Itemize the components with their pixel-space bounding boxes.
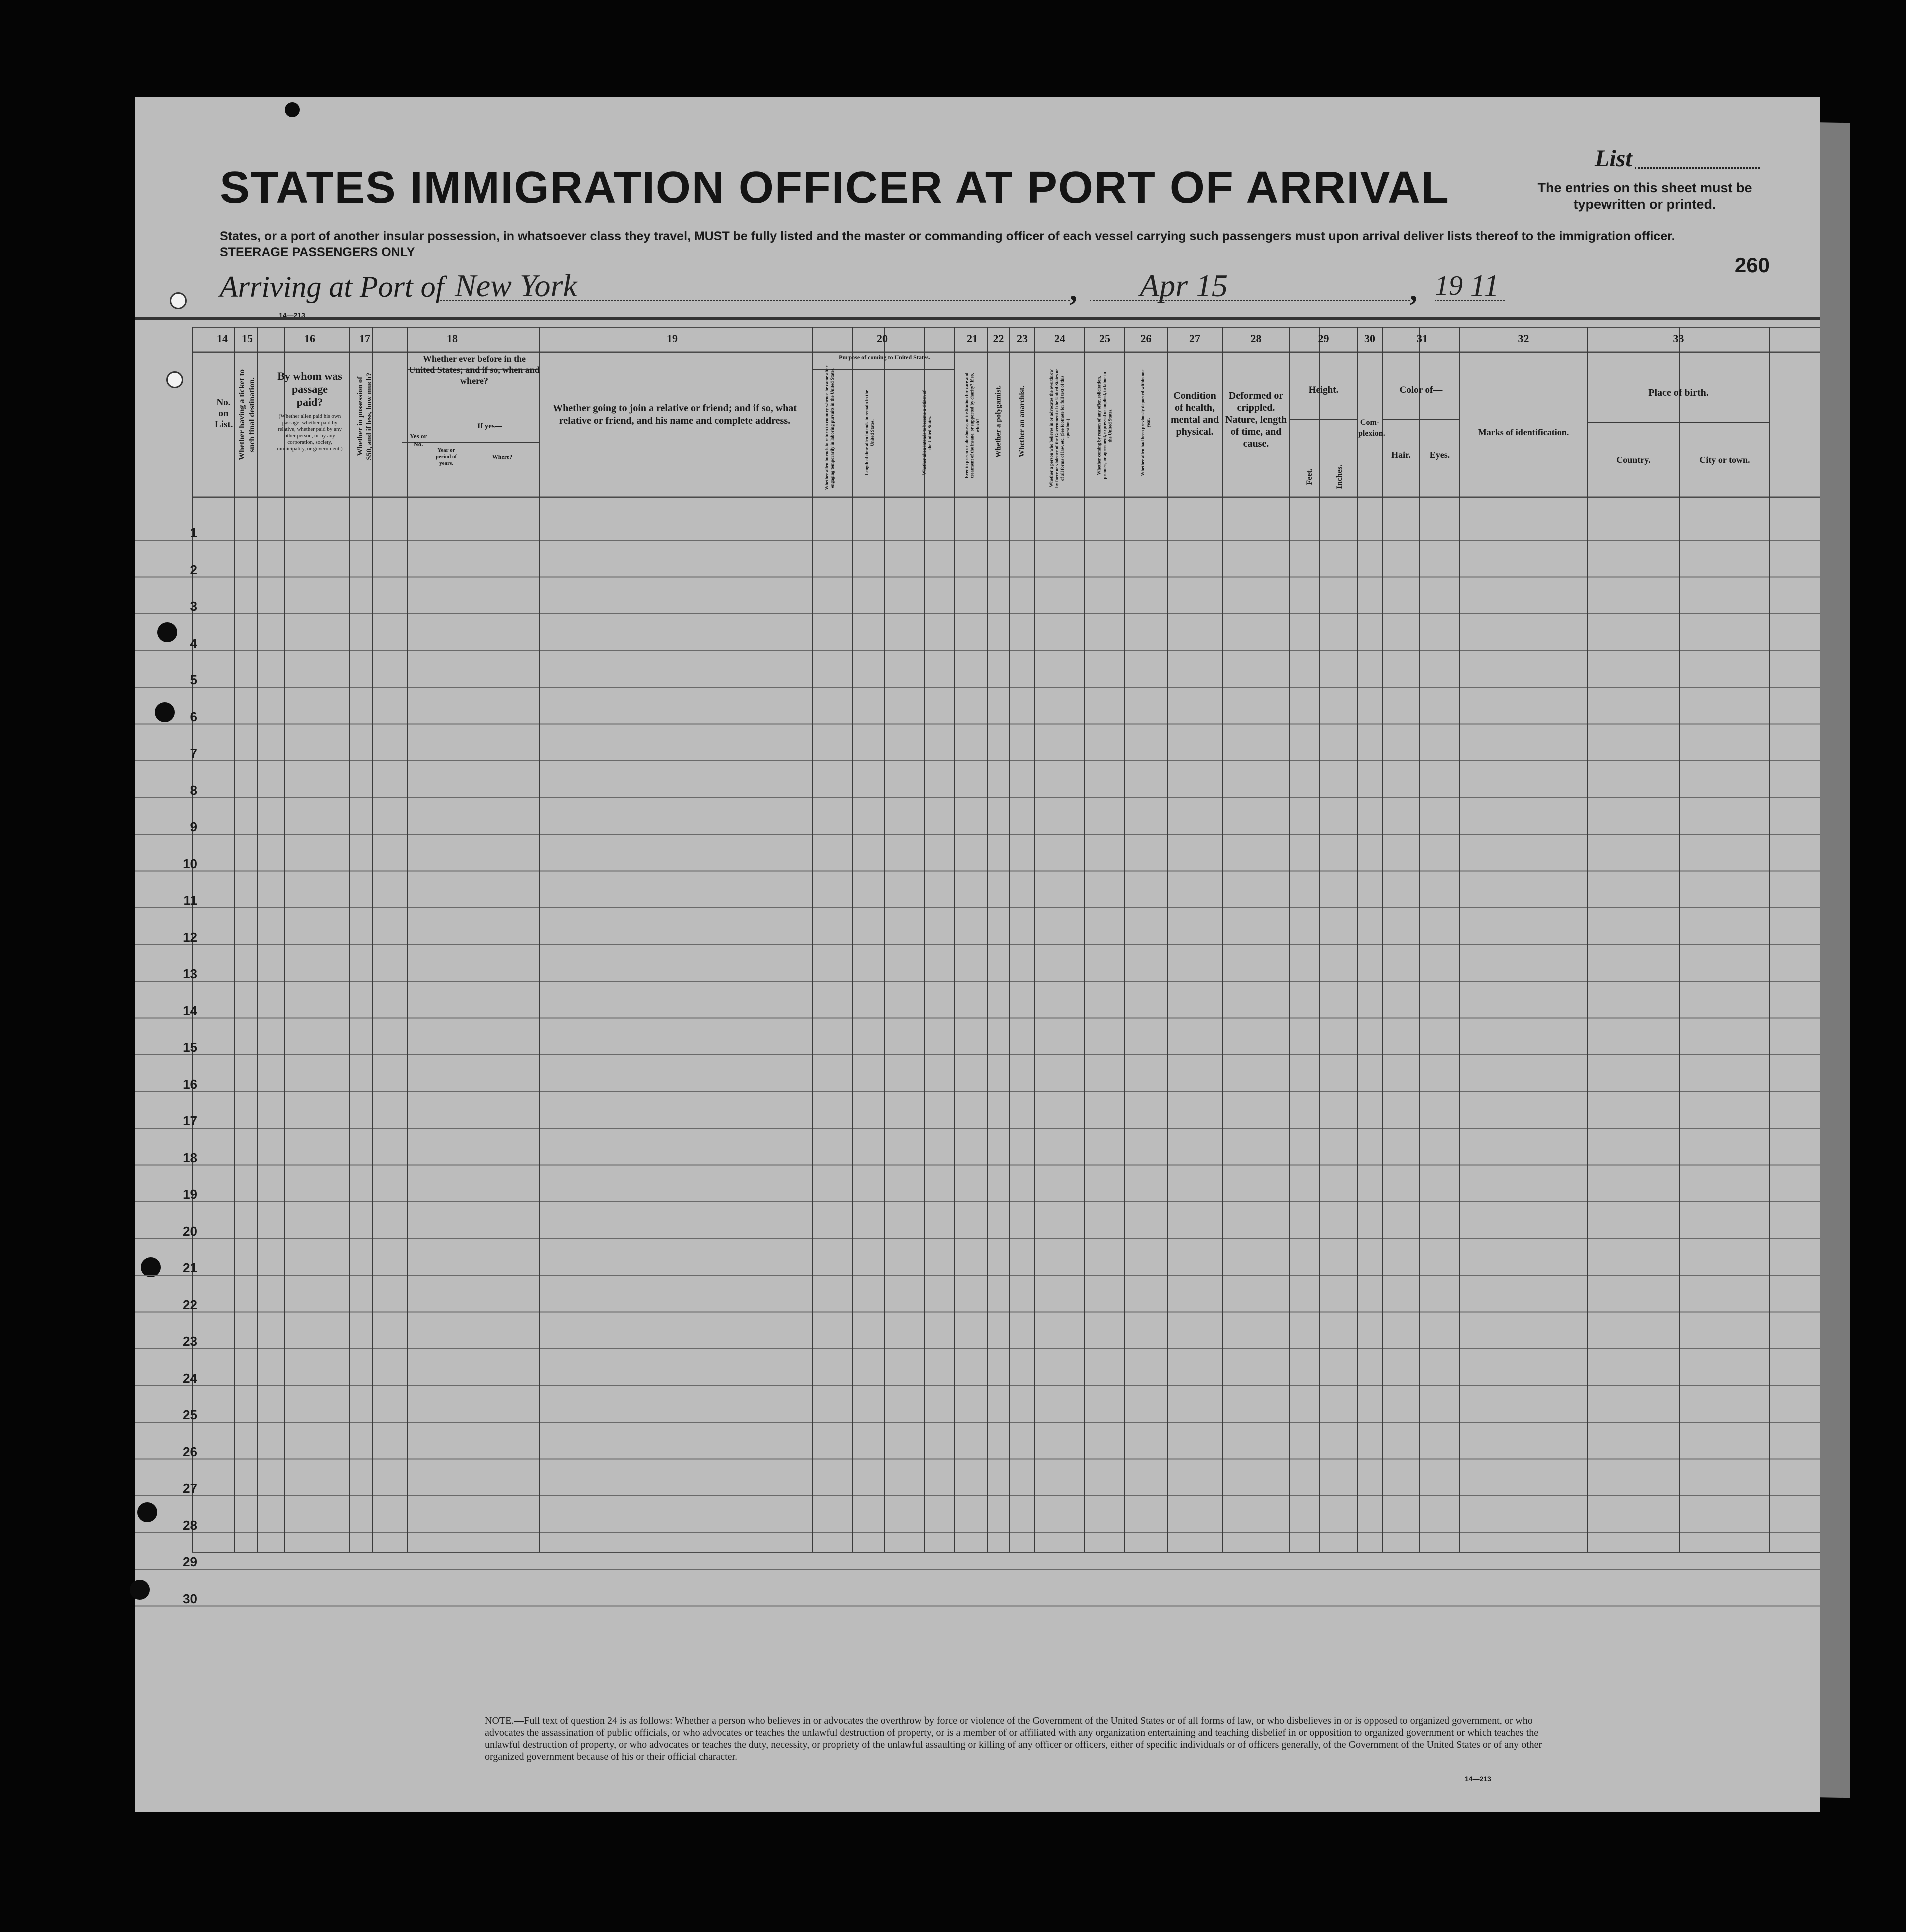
col-num-33: 33 (1673, 332, 1684, 345)
col-num-30: 30 (1364, 332, 1375, 345)
date-handwriting: Apr 15 (1140, 268, 1228, 304)
statement-text: States, or a port of another insular possession, in whatsoever class they travel, MUST be fully listed and the master or commanding officer of each vessel carrying such passengers must upon arrival deliver lists thereof to the immigration officer. (220, 230, 1675, 244)
header-anarchist: Whether an anarchist. (1018, 386, 1026, 458)
header-feet: Feet. (1305, 468, 1314, 486)
header-city: City or town. (1699, 455, 1750, 465)
header-place-of-birth: Place of birth. (1648, 388, 1709, 398)
header-fifty-dollars: Whether in possession of $50, and if less, how much? (356, 372, 373, 460)
header-prison: Ever in prison or almshouse, or institution for care and treatment of the insane, or supported by charity? If so, which? (964, 372, 980, 479)
header-become-citizen: Whether alien intends to become a citizen of the United States. (922, 390, 932, 476)
row-number: 9 (190, 820, 197, 834)
col-num-22: 22 (993, 332, 1004, 345)
row-number: 27 (183, 1481, 197, 1496)
row-number: 17 (183, 1114, 197, 1128)
col-num-32: 32 (1518, 332, 1529, 345)
row-number: 6 (190, 709, 197, 724)
header-return-country: Whether alien intends to return to country whence he came after engaging temporarily in laboring pursuits in the United States. (824, 366, 835, 490)
form-title: STATES IMMIGRATION OFFICER AT PORT OF ARRIVAL (220, 163, 1450, 213)
row-number: 29 (183, 1554, 197, 1570)
row-number: 8 (190, 782, 197, 798)
header-height: Height. (1308, 385, 1339, 396)
row-number: 3 (190, 599, 197, 614)
header-deported: Whether alien had been previously deported within one year. (1140, 370, 1151, 476)
manifest-sheet (135, 98, 1820, 1812)
header-health: Condition of health, mental and physical. (1170, 390, 1219, 438)
comma: , (1410, 274, 1417, 307)
col-num-23: 23 (1017, 332, 1028, 345)
header-purpose: Purpose of coming to United States. (839, 354, 930, 361)
header-marks: Marks of identification. (1478, 428, 1569, 438)
entries-note: The entries on this sheet must be typewritten or printed. (1537, 180, 1752, 212)
col-num-21: 21 (967, 332, 978, 345)
col-num-27: 27 (1189, 332, 1200, 345)
row-number: 7 (190, 746, 197, 761)
manifest-grid (135, 98, 1820, 1812)
header-no-on-list: No. on List. (215, 398, 233, 430)
col-num-16: 16 (304, 332, 315, 345)
header-country: Country. (1616, 455, 1651, 465)
steerage-label: STEERAGE PASSENGERS ONLY (220, 246, 415, 260)
col-num-24: 24 (1054, 332, 1065, 345)
row-number: 23 (183, 1334, 197, 1349)
header-yes-no: Yes or No. (409, 432, 427, 448)
row-number: 11 (183, 893, 197, 908)
header-length-of-time: Length of time alien intends to remain in the United States. (864, 390, 875, 476)
header-offer-labor: Whether coming by reason of any offer, solicitation, promise, or agreement, expressed or implied, to labor in the United States. (1096, 372, 1113, 480)
row-number: 1 (190, 526, 197, 540)
col-num-18: 18 (447, 332, 458, 345)
header-overthrow: Whether a person who believes in or advocates the overthrow by force or violence of the Government of the United States or of all forms of law, etc. (See footnote for full text of this question.) (1049, 369, 1070, 488)
col-num-20: 20 (877, 332, 888, 345)
header-if-yes: If yes— (477, 422, 502, 430)
row-number: 28 (183, 1518, 197, 1533)
header-where: Where? (492, 454, 513, 460)
row-number: 10 (183, 856, 197, 872)
row-number: 21 (183, 1260, 197, 1276)
header-year: Year or period of years. (435, 448, 457, 466)
form-code-top: 14—213 (279, 312, 305, 320)
row-number: 30 (183, 1591, 197, 1606)
header-ticket: Whether having a ticket to such final destination. (238, 370, 256, 460)
header-before-in-us: Whether ever before in the United States; and if so, when and where? (409, 354, 540, 386)
row-number: 20 (183, 1224, 197, 1239)
header-polygamist: Whether a polygamist. (994, 385, 1003, 458)
col-num-29: 29 (1318, 332, 1329, 345)
header-join-relative: Whether going to join a relative or friend; and if so, what relative or friend, and his name and complete address. (553, 403, 797, 426)
row-number: 12 (183, 930, 197, 945)
year-prefix: 19 (1435, 270, 1463, 302)
col-num-19: 19 (667, 332, 678, 345)
header-complexion: Com-plexion. (1358, 418, 1385, 438)
col-num-25: 25 (1099, 332, 1110, 345)
row-number: 5 (190, 672, 197, 688)
col-num-31: 31 (1417, 332, 1428, 345)
col-num-28: 28 (1250, 332, 1262, 345)
row-number: 24 (183, 1370, 197, 1386)
row-number: 13 (183, 966, 197, 982)
sheet-number: 260 (1734, 254, 1770, 277)
row-number: 2 (190, 562, 197, 578)
row-number: 19 (183, 1187, 197, 1202)
col-num-14: 14 (217, 332, 228, 345)
year-handwriting: 11 (1470, 268, 1500, 304)
header-deformed: Deformed or crippled. Nature, length of time, and cause. (1225, 390, 1287, 450)
port-handwriting: New York (455, 268, 577, 304)
footnote-q24: NOTE.—Full text of question 24 is as follows: Whether a person who believes in or advocates the overthrow by force or violence of the Government of the United States or of all forms of law, or who disbelieves in or is opposed to organized government, or who advocates the assassination of public officials, or who advocates or teaches the unlawful destruction of property, or is a member of or affiliated with any organization entertaining and teaching disbelief in or opposition to organized government or which teaches the unlawful destruction of property, or who advocates or teaches the duty, necessity, or propriety of the unlawful assaulting or killing of any officer or officers, either of specific individuals or of officers generally, of the Government of the United States or of any other organized government because of his or their official character. (485, 1716, 1542, 1762)
row-number: 4 (190, 636, 197, 651)
header-inches: Inches. (1335, 464, 1344, 490)
header-hair: Hair. (1391, 450, 1411, 460)
list-label: List (1595, 146, 1632, 172)
col-num-17: 17 (359, 332, 370, 345)
header-eyes: Eyes. (1429, 450, 1450, 460)
comma: , (1070, 274, 1077, 307)
row-number: 25 (183, 1408, 197, 1422)
row-number: 16 (183, 1076, 197, 1092)
row-number: 18 (183, 1150, 197, 1166)
col-num-26: 26 (1140, 332, 1152, 345)
header-color-of: Color of— (1399, 385, 1443, 396)
header-passage-paid: By whom was passage paid? (277, 370, 342, 408)
col-num-15: 15 (242, 332, 253, 345)
row-number: 14 (183, 1003, 197, 1018)
form-code-bottom: 14—213 (1465, 1775, 1491, 1783)
arriving-label: Arriving at Port of (220, 270, 444, 304)
row-number: 22 (183, 1297, 197, 1312)
row-number: 15 (183, 1040, 197, 1055)
header-passage-paid-sub: (Whether alien paid his own passage, whether paid by relative, whether paid by any other person, or by any corporation, society, municipality, or government.) (277, 414, 343, 452)
row-number: 26 (183, 1444, 197, 1460)
